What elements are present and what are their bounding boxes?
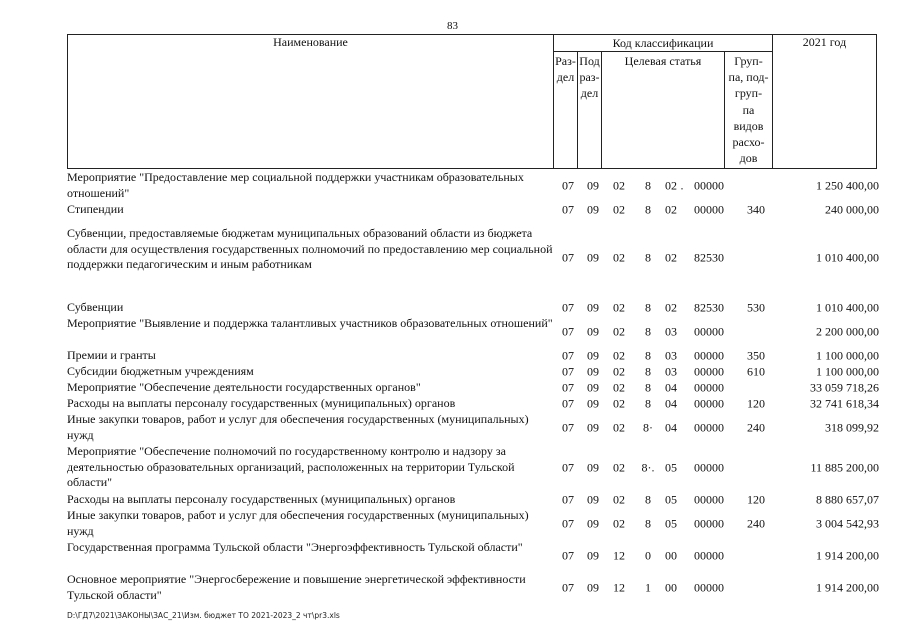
row-podrazdel: 09 — [587, 364, 599, 379]
row-razdel: 07 — [562, 202, 574, 217]
row-amount: 318 099,92 — [825, 420, 879, 435]
row-cs1: 12 — [613, 548, 625, 563]
row-amount: 240 000,00 — [825, 202, 879, 217]
file-path-footer: D:\ГД7\2021\ЗАКОНЫ\ЗАС_21\Изм. бюджет ТО 2021-2023_2 чт\pr3.xls — [67, 611, 340, 620]
row-cs1: 02 — [613, 460, 625, 475]
row-podrazdel: 09 — [587, 324, 599, 339]
header-classification-code: Код классификации — [554, 35, 773, 52]
row-vid: 240 — [747, 420, 765, 435]
row-podrazdel: 09 — [587, 516, 599, 531]
row-cs2: 1 — [645, 580, 651, 595]
row-razdel: 07 — [562, 364, 574, 379]
table-row — [67, 348, 882, 364]
row-amount: 1 010 400,00 — [816, 300, 879, 315]
row-cs3: 04 — [665, 420, 677, 435]
row-cs1: 02 — [613, 396, 625, 411]
row-cs3: 05 — [665, 460, 677, 475]
row-razdel: 07 — [562, 348, 574, 363]
row-cs5: 00000 — [694, 516, 724, 531]
row-name: Государственная программа Тульской области "Энергоэффективность Тульской области" — [67, 540, 523, 554]
row-vid: 530 — [747, 300, 765, 315]
row-cs2: 8 — [645, 324, 651, 339]
header-target-article: Целевая статья — [602, 52, 725, 169]
row-razdel: 07 — [562, 492, 574, 507]
row-amount: 1 250 400,00 — [816, 178, 879, 193]
row-amount: 32 741 618,34 — [810, 396, 879, 411]
row-cs3: 04 — [665, 396, 677, 411]
row-razdel: 07 — [562, 516, 574, 531]
row-cs5: 00000 — [694, 420, 724, 435]
table-row — [67, 492, 882, 508]
row-cs1: 02 — [613, 492, 625, 507]
row-cs2: 8 — [645, 202, 651, 217]
row-cs5: 00000 — [694, 548, 724, 563]
row-cs3: 05 — [665, 516, 677, 531]
row-cs2: 8 — [645, 250, 651, 265]
row-cs5: 00000 — [694, 178, 724, 193]
row-razdel: 07 — [562, 250, 574, 265]
row-vid: 120 — [747, 396, 765, 411]
row-vid: 610 — [747, 364, 765, 379]
row-cs2: 8 — [645, 300, 651, 315]
row-razdel: 07 — [562, 380, 574, 395]
row-amount: 1 914 200,00 — [816, 580, 879, 595]
row-name: Расходы на выплаты персоналу государственных (муниципальных) органов — [67, 396, 456, 410]
header-year: 2021 год — [773, 35, 877, 169]
table-row — [67, 540, 882, 572]
table-row — [67, 202, 882, 218]
row-name: Иные закупки товаров, работ и услуг для обеспечения государственных (муниципальных) нужд — [67, 508, 529, 538]
row-cs1: 12 — [613, 580, 625, 595]
row-podrazdel: 09 — [587, 580, 599, 595]
table-row — [67, 316, 882, 348]
row-cs3: 03 — [665, 364, 677, 379]
row-cs5: 00000 — [694, 380, 724, 395]
row-amount: 1 010 400,00 — [816, 250, 879, 265]
row-cs5: 82530 — [694, 300, 724, 315]
row-cs1: 02 — [613, 516, 625, 531]
table-row — [67, 572, 882, 604]
row-cs1: 02 — [613, 250, 625, 265]
row-name: Субвенции — [67, 300, 124, 314]
row-cs4: . — [680, 178, 684, 193]
row-name: Иные закупки товаров, работ и услуг для обеспечения государственных (муниципальных) нужд — [67, 412, 529, 442]
row-cs5: 00000 — [694, 202, 724, 217]
table-row — [67, 226, 882, 290]
row-amount: 1 100 000,00 — [816, 348, 879, 363]
row-cs5: 00000 — [694, 460, 724, 475]
row-cs5: 00000 — [694, 396, 724, 411]
row-podrazdel: 09 — [587, 548, 599, 563]
row-cs1: 02 — [613, 364, 625, 379]
row-podrazdel: 09 — [587, 420, 599, 435]
row-amount: 1 914 200,00 — [816, 548, 879, 563]
table-row — [67, 380, 882, 396]
header-expense-group: Груп- па, под- груп- па видов расхо- дов — [725, 52, 773, 169]
row-cs1: 02 — [613, 380, 625, 395]
row-cs2: 8 — [645, 348, 651, 363]
row-cs2: 8 — [645, 516, 651, 531]
table-row — [67, 300, 882, 316]
row-name: Основное мероприятие "Энергосбережение и повышение энергетической эффективности Тульской области" — [67, 572, 526, 602]
row-cs3: 03 — [665, 348, 677, 363]
row-vid: 240 — [747, 516, 765, 531]
row-name: Мероприятие "Обеспечение полномочий по государственному контролю и надзору за деятельностью образовательных организаций, расположенных на территории Тульской области" — [67, 444, 515, 489]
row-amount: 1 100 000,00 — [816, 364, 879, 379]
row-name: Премии и гранты — [67, 348, 156, 362]
table-body — [67, 170, 882, 604]
row-cs5: 00000 — [694, 324, 724, 339]
table-row — [67, 364, 882, 380]
row-name: Стипендии — [67, 202, 124, 216]
table-row — [67, 170, 882, 202]
page-number: 83 — [447, 20, 458, 32]
row-cs3: 02 — [665, 250, 677, 265]
row-cs5: 00000 — [694, 492, 724, 507]
table-header — [67, 34, 877, 169]
row-razdel: 07 — [562, 300, 574, 315]
row-podrazdel: 09 — [587, 202, 599, 217]
row-cs3: 00 — [665, 580, 677, 595]
row-cs3: 04 — [665, 380, 677, 395]
row-cs3: 05 — [665, 492, 677, 507]
row-cs5: 82530 — [694, 250, 724, 265]
row-cs3: 00 — [665, 548, 677, 563]
row-cs1: 02 — [613, 202, 625, 217]
row-vid: 350 — [747, 348, 765, 363]
row-name: Мероприятие "Обеспечение деятельности государственных органов" — [67, 380, 421, 394]
row-cs1: 02 — [613, 178, 625, 193]
row-cs5: 00000 — [694, 348, 724, 363]
row-podrazdel: 09 — [587, 300, 599, 315]
row-podrazdel: 09 — [587, 250, 599, 265]
row-name: Субвенции, предоставляемые бюджетам муниципальных образований области из бюджета области для осуществления государственных полномочий по предоставлению мер социальной поддержки педагогическим и иным работникам — [67, 226, 553, 271]
row-name: Мероприятие "Предоставление мер социальной поддержки участникам образовательных отношений" — [67, 170, 524, 200]
row-name: Расходы на выплаты персоналу государственных (муниципальных) органов — [67, 492, 456, 506]
header-section: Раз- дел — [554, 52, 578, 169]
row-cs2: 8·. — [641, 460, 655, 475]
row-cs5: 00000 — [694, 364, 724, 379]
row-name: Субсидии бюджетным учреждениям — [67, 364, 254, 378]
row-vid: 340 — [747, 202, 765, 217]
row-razdel: 07 — [562, 460, 574, 475]
row-cs5: 00000 — [694, 580, 724, 595]
row-amount: 33 059 718,26 — [810, 380, 879, 395]
row-razdel: 07 — [562, 548, 574, 563]
table-row — [67, 412, 882, 444]
row-name: Мероприятие "Выявление и поддержка талантливых участников образовательных отношений" — [67, 316, 553, 330]
row-cs2: 8 — [645, 380, 651, 395]
table-row — [67, 396, 882, 412]
table-row — [67, 444, 882, 492]
row-cs3: 02 — [665, 178, 677, 193]
row-cs3: 02 — [665, 300, 677, 315]
header-subsection: Под раз- дел — [578, 52, 602, 169]
row-vid: 120 — [747, 492, 765, 507]
row-cs3: 02 — [665, 202, 677, 217]
row-cs2: 8 — [645, 364, 651, 379]
row-cs2: 8 — [645, 178, 651, 193]
row-podrazdel: 09 — [587, 460, 599, 475]
row-cs2: 8 — [645, 492, 651, 507]
row-razdel: 07 — [562, 396, 574, 411]
row-cs1: 02 — [613, 348, 625, 363]
row-cs1: 02 — [613, 324, 625, 339]
row-cs1: 02 — [613, 420, 625, 435]
row-cs3: 03 — [665, 324, 677, 339]
row-razdel: 07 — [562, 420, 574, 435]
row-podrazdel: 09 — [587, 348, 599, 363]
row-cs1: 02 — [613, 300, 625, 315]
row-podrazdel: 09 — [587, 178, 599, 193]
header-name: Наименование — [68, 35, 554, 169]
row-amount: 11 885 200,00 — [810, 460, 879, 475]
row-amount: 3 004 542,93 — [816, 516, 879, 531]
row-podrazdel: 09 — [587, 396, 599, 411]
row-razdel: 07 — [562, 324, 574, 339]
row-cs2: 8 — [645, 396, 651, 411]
row-amount: 8 880 657,07 — [816, 492, 879, 507]
row-amount: 2 200 000,00 — [816, 324, 879, 339]
row-razdel: 07 — [562, 580, 574, 595]
table-row — [67, 508, 882, 540]
row-cs2: 0 — [645, 548, 651, 563]
row-razdel: 07 — [562, 178, 574, 193]
row-cs2: 8· — [643, 420, 653, 435]
row-podrazdel: 09 — [587, 380, 599, 395]
row-podrazdel: 09 — [587, 492, 599, 507]
